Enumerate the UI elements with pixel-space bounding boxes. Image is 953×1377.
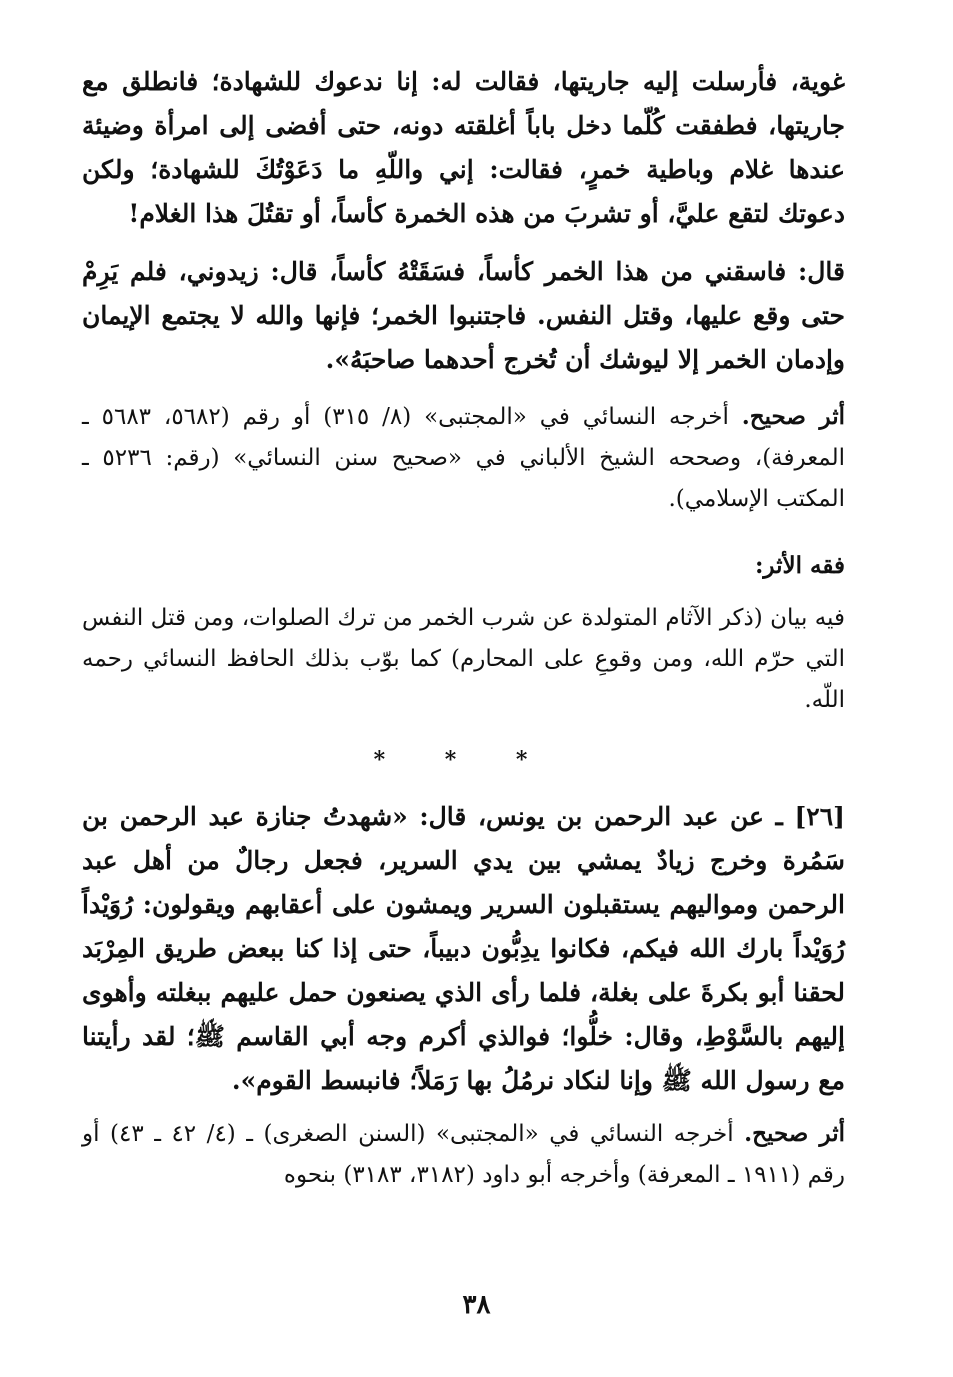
source-note-1-grade: أثر صحيح. — [741, 403, 845, 430]
source-note-2-text: أخرجه النسائي في «المجتبى» (السنن الصغرى) ـ (٤/ ٤٢ ـ ٤٣) أو رقم (١٩١١ ـ المعرفة) وأخرجه أبو داود (٣١٨٢، ٣١٨٣) بنحوه — [82, 1121, 845, 1188]
page-number: ٣٨ — [462, 1290, 491, 1320]
narration-paragraph-continued: غوية، فأرسلت إليه جاريتها، فقالت له: إنا ندعوك للشهادة؛ فانطلق مع جاريتها، فطفقت كُلّما دخل باباً أغلقته دونه، حتى أفضى إلى امرأة وضيئة عندها غلام وباطية خمرٍ، فقالت: إني واللّهِ ما دَعَوْتُكَ للشهادة؛ ولكن دعوتك لتقع عليَّ، أو تشربَ من هذه الخمرة كأساً، أو تقتُلَ هذا الغلام! — [82, 67, 845, 228]
narration-paragraph-26: [٢٦] ـ عن عبد الرحمن بن يونس، قال: «شهدتُ جنازة عبد الرحمن بن سَمُرة وخرج زيادٌ يمشي بين يدي السرير، فجعل رجالٌ من أهل عبد الرحمن ومواليهم يستقبلون السرير ويمشون على أعقابهم ويقولون: رُوَيْداً رُوَيْداً بارك الله فيكم، فكانوا يدِبُّون دبيباً، حتى إذا كنا ببعض طريق المِرْبَد لحقنا أبو بكرةَ على بغلة، فلما رأى الذي يصنعون حمل عليهم ببغلته وأهوى إليهم بالسَّوْطِ، وقال: خلُّوا؛ فوالذي أكرم وجه أبي القاسم ﷺ؛ لقد رأيتنا مع رسول الله ﷺ وإنا لنكاد نرمُلُ بها رَمَلاً؛ فانبسط القوم». — [82, 802, 845, 1095]
section-heading-fiqh: فقه الأثر: — [754, 552, 845, 579]
fiqh-paragraph: فيه بيان (ذكر الآثام المتولدة عن شرب الخمر من ترك الصلوات، ومن قتل النفس التي حرّم الله، ومن وقوعِ على المحارم) كما بوّب بذلك الحافظ النسائي رحمه اللّه. — [82, 605, 845, 713]
source-note-1-text: أخرجه النسائي في «المجتبى» (٨/ ٣١٥) أو رقم (٥٦٨٢، ٥٦٨٣ ـ المعرفة)، وصححه الشيخ الألباني في «صحيح سنن النسائي» (رقم: ٥٢٣٦ ـ المكتب الإسلامي). — [82, 404, 845, 512]
narration-paragraph-conclusion: قال: فاسقني من هذا الخمر كأساً، فسَقَتْهُ كأساً، قال: زيدوني، فلم يَرِمْ حتى وقع عليها، وقتل النفس. فاجتنبوا الخمر؛ فإنها والله لا يجتمع الإيمان وإدمان الخمر إلا ليوشك أن تُخرج أحدهما صاحبَهُ». — [82, 257, 845, 374]
section-separator: * * * — [373, 747, 554, 773]
source-note-2 — [82, 1113, 845, 1196]
source-note-2-grade: أثر صحيح. — [744, 1120, 846, 1147]
source-note-1 — [82, 396, 845, 520]
